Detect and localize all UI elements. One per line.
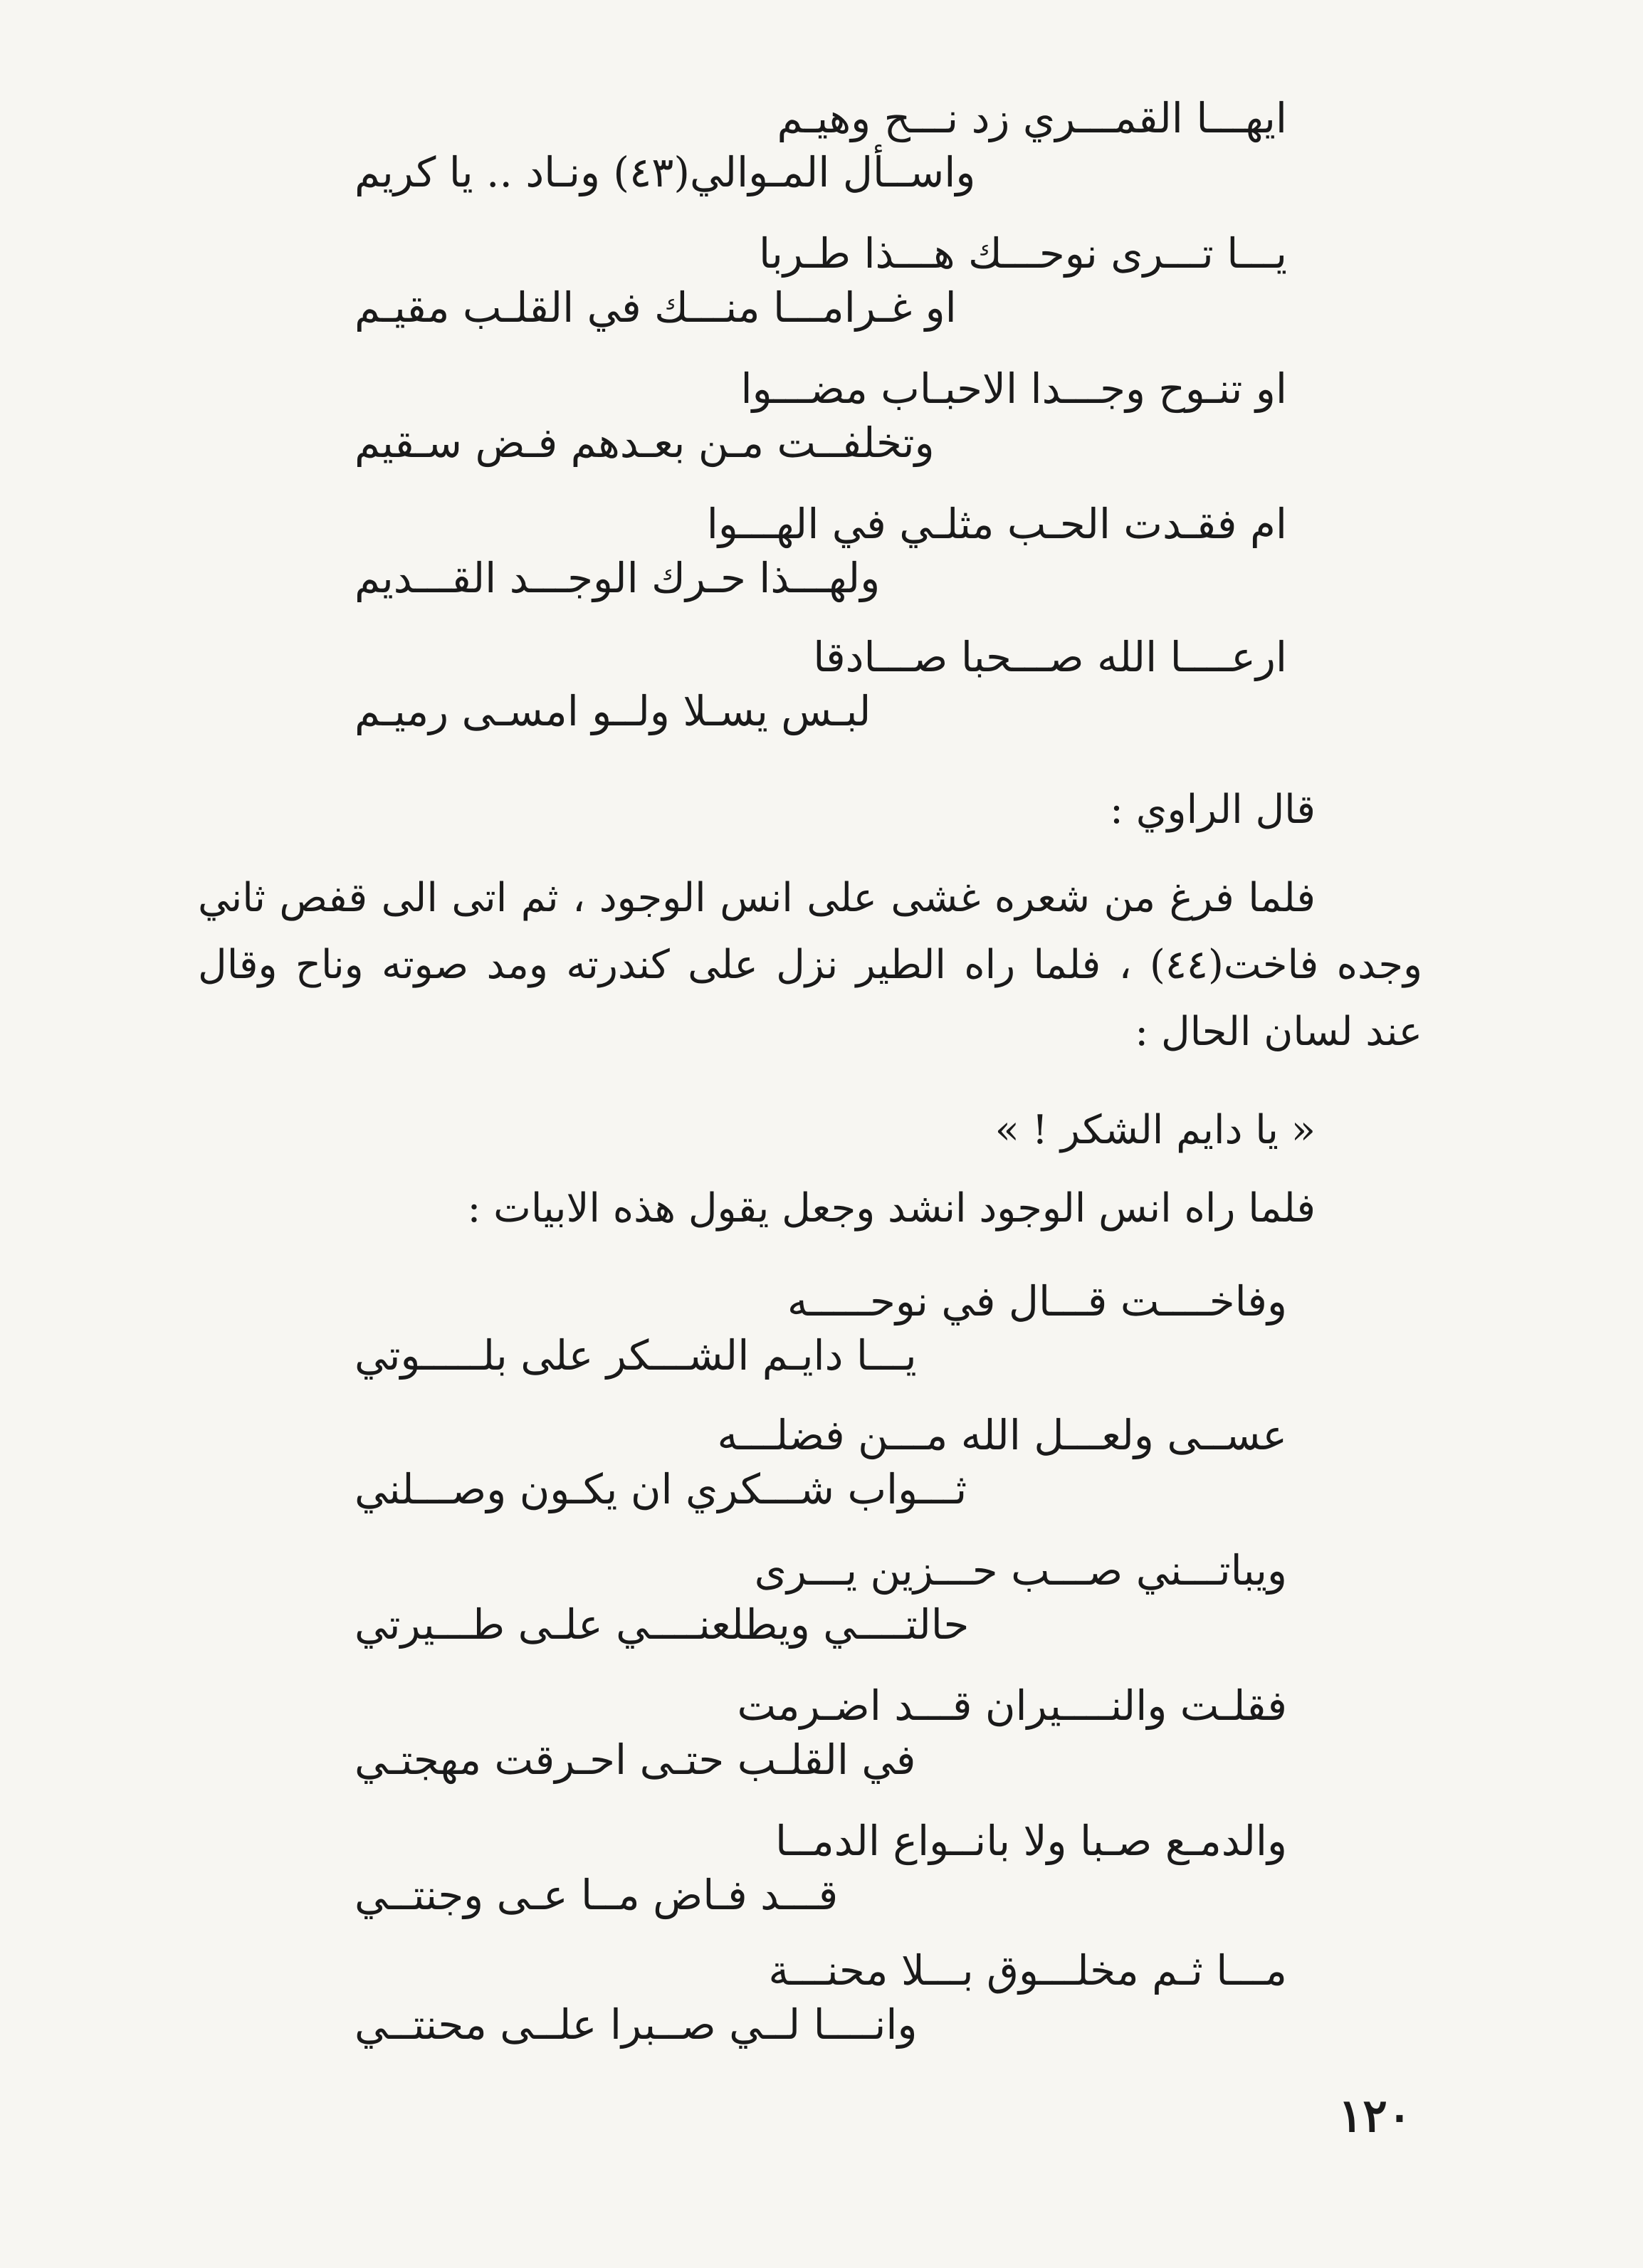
hemistich-first: ويباتـــني صـــب حـــزين يـــرى	[754, 1546, 1287, 1595]
hemistich-second: لبـس يسـلا ولــو امسـى رميـم	[355, 687, 871, 735]
verse-6	[347, 1274, 1287, 1382]
prose-paragraph	[198, 865, 1422, 1066]
hemistich-first: مـــا ثـم مخلـــوق بـــلا محنـــة	[768, 1946, 1287, 1995]
hemistich-second: وتخلفــت مـن بعـدهم فـض سـقيم	[355, 419, 935, 467]
hemistich-second: في القلـب حتـى احـرقت مهجتـي	[355, 1736, 916, 1784]
hemistich-second: ولهـــذا حـرك الوجـــد القـــديم	[355, 554, 881, 602]
paragraph-text: فلما فرغ من شعره غشى على انس الوجود ، ثم اتى الى قفص ثاني وجده فاخت(٤٤) ، فلما راه الطير نزل على كندرته ومد صوته وناح وقال عند لسان الحال :	[198, 875, 1423, 1055]
hemistich-first: والدمـع صـبا ولا بانــواع الدمــا	[775, 1817, 1287, 1865]
verse-8	[347, 1543, 1287, 1652]
hemistich-first: يـــا تـــرى نوحـــك هـــذا طـربا	[759, 229, 1287, 278]
hemistich-first: فقلـت والنــــيران قـــد اضـرمت	[737, 1681, 1287, 1730]
hemistich-second: وانــــا لــي صــبرا علــى محنتــي	[355, 2000, 918, 2049]
verse-2	[347, 226, 1287, 335]
hemistich-first: ام فقـدت الحـب مثلـي في الهـــوا	[706, 500, 1287, 548]
verse-10	[347, 1814, 1287, 1922]
hemistich-first: او تنـوح وجـــدا الاحبـاب مضـــوا	[740, 364, 1287, 413]
page-number: ١٢٠	[1338, 2089, 1412, 2143]
hemistich-second: قـــد فـاض مــا عـى وجنتــي	[355, 1871, 839, 1919]
hemistich-second: يـــا دايـم الشـــكر على بلـــــوتي	[355, 1331, 917, 1380]
hemistich-first: ارعــــا الله صـــحبا صـــادقا	[813, 633, 1287, 681]
intro-line: فلما راه انس الوجود انشد وجعل يقول هذه الابيات :	[467, 1185, 1316, 1232]
verse-1	[347, 91, 1287, 199]
hemistich-second: واســأل المـوالي(٤٣) ونـاد .. يا كريم	[355, 148, 976, 196]
verse-4	[347, 497, 1287, 605]
quote-line: « يا دايم الشكر ! »	[994, 1107, 1316, 1153]
verse-3	[347, 362, 1287, 470]
hemistich-first: ايهـــا القمـــري زد نـــح وهيـم	[777, 94, 1287, 142]
verse-9	[347, 1679, 1287, 1787]
verse-7	[347, 1408, 1287, 1516]
verse-5	[347, 630, 1287, 738]
hemistich-first: عســى ولعـــل الله مـــن فضلـــه	[717, 1411, 1287, 1459]
hemistich-second: او غـرامـــا منـــك في القلـب مقيـم	[355, 283, 957, 332]
verse-11	[347, 1943, 1287, 2052]
hemistich-second: حالتــــي ويطلعنــــي علـى طـــيرتي	[355, 1600, 970, 1649]
narrator-label: قال الراوي :	[1110, 787, 1316, 833]
hemistich-second: ثـــواب شـــكري ان يكـون وصـــلني	[355, 1465, 967, 1513]
hemistich-first: وفاخــــت قـــال في نوحـــــه	[787, 1277, 1287, 1325]
